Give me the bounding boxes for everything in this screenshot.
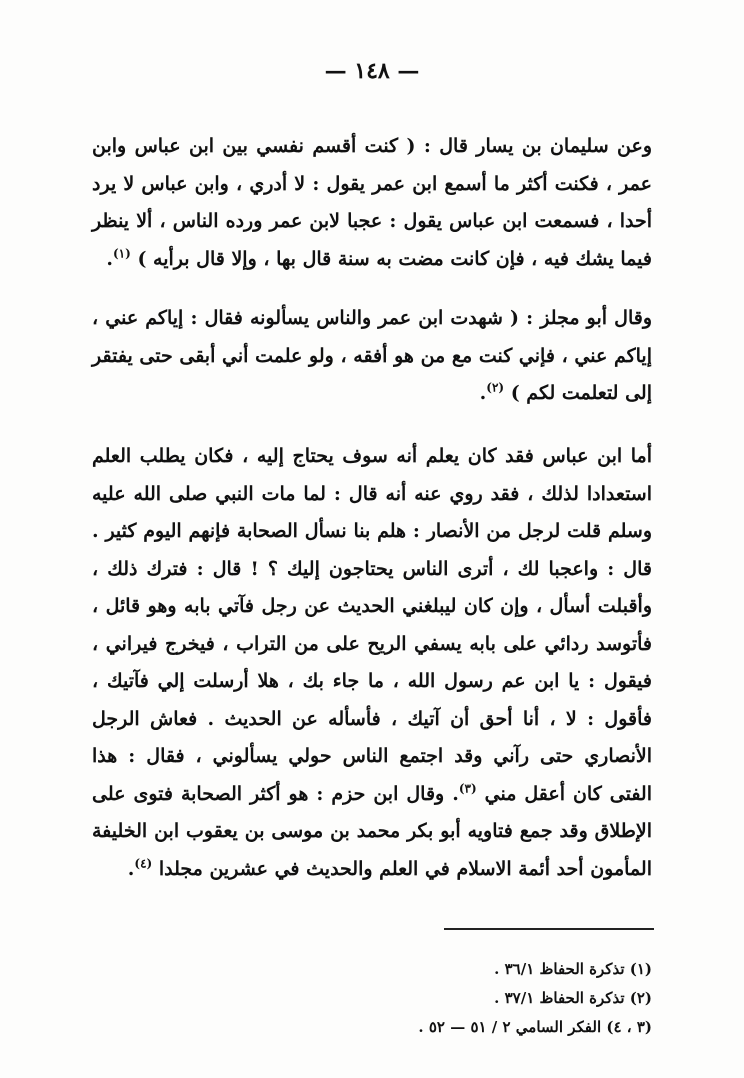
paragraph-end: . [127, 857, 135, 880]
footnote-divider [444, 928, 654, 930]
footnote-item: (٢) تذكرة الحفاظ ٣٧/١ . [494, 989, 652, 1007]
footnotes [300, 955, 652, 1042]
paragraph-ibn-abbas [92, 438, 652, 888]
paragraph-text [92, 300, 652, 413]
footnote-item: (١) تذكرة الحفاظ ٣٦/١ . [494, 960, 652, 978]
paragraph-abu-mijlaz [92, 300, 652, 413]
footnote-item: (٣ ، ٤) الفكر السامي ٢ / ٥١ — ٥٢ . [418, 1018, 652, 1036]
paragraph-body: وعن سليمان بن يسار قال : ( كنت أقسم نفسي بين ابن عباس وابن عمر ، فكنت أكثر ما أسمع ابن عمر يقول : لا أدري ، وابن عباس لا يرد أحدا ، فسمعت ابن عباس يقول : عجبا لابن عمر ورده الناس ، ألا ينظر فيما يشك فيه ، فإن كانت مضت به سنة قال بها ، وإلا قال برأيه ) [92, 135, 652, 270]
paragraph-text [92, 438, 652, 888]
footnote-ref-4[interactable]: (٤) [134, 856, 153, 871]
paragraph-text [92, 128, 652, 278]
paragraph-end: . [479, 382, 487, 404]
footnote-ref-3[interactable]: (٣) [458, 781, 477, 796]
page-number: — ١٤٨ — [324, 58, 420, 84]
paragraph-sulayman [92, 128, 652, 278]
paragraph-continuation: . وقال ابن حزم : هو أكثر الصحابة فتوى على الإطلاق وقد جمع فتاويه أبو بكر محمد بن موسى بن يعقوب ابن الخليفة المأمون أحد أئمة الاسلام في العلم والحديث في عشرين مجلدا [92, 782, 652, 880]
paragraph-body: أما ابن عباس فقد كان يعلم أنه سوف يحتاج إليه ، فكان يطلب العلم استعدادا لذلك ، فقد روي عنه أنه قال : لما مات النبي صلى الله عليه وسلم قلت لرجل من الأنصار : هلم بنا نسأل الصحابة فإنهم اليوم كثير . قال : واعجبا لك ، أترى الناس يحتاجون إليك ؟ ! قال : فترك ذلك ، وأقبلت أسأل ، وإن كان ليبلغني الحديث عن رجل فآتي بابه وهو قائل ، فأتوسد ردائي على بابه يسفي الريح على من التراب ، فيخرج فيراني ، فيقول : يا ابن عم رسول الله ، ما جاء بك ، هلا أرسلت إلي فآتيك ، فأقول : لا ، أنا أحق أن آتيك ، فأسأله عن الحديث . فعاش الرجل الأنصاري حتى رآني وقد اجتمع الناس حولي يسألوني ، فقال : هذا الفتى كان أعقل مني [92, 445, 653, 805]
paragraph-body: وقال أبو مجلز : ( شهدت ابن عمر والناس يسألونه فقال : إياكم عني ، إياكم عني ، فإني كنت مع من هو أفقه ، ولو علمت أني أبقى حتى يفتقر إلى لتعلمت لكم ) [92, 307, 652, 404]
footnote-ref-1[interactable]: (١) [112, 246, 131, 261]
paragraph-end: . [106, 247, 113, 270]
footnote-ref-2[interactable]: (٢) [486, 380, 505, 395]
